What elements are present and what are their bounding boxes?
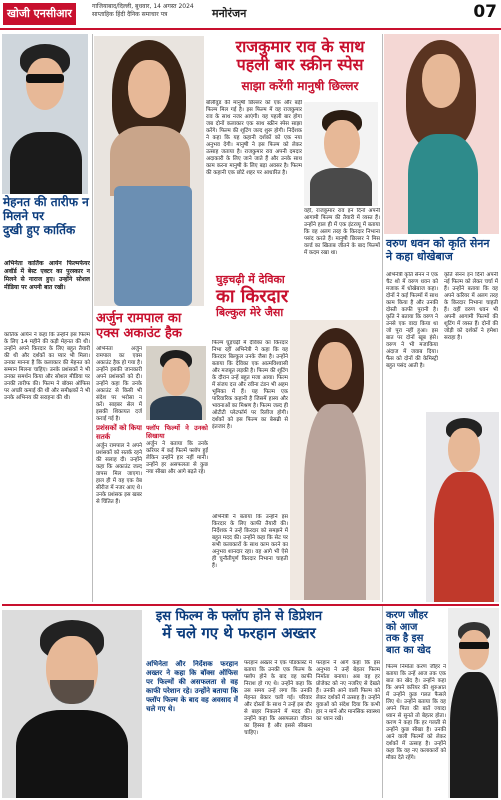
sunglasses-icon bbox=[26, 74, 64, 83]
rajkummar-headline-line2: पहली बार स्क्रीन स्पेस bbox=[236, 55, 364, 75]
rajkummar-face-shape bbox=[324, 120, 360, 168]
arjun-subhead: प्रशंसकों को किया सतर्क bbox=[96, 424, 142, 441]
rajkummar-body-text: बॉलीवुड की मानुषी छिल्लर को एक और बड़ी फिल्म मिल गई है। इस फिल्म में वह राजकुमार राव के साथ नजर आएंगी। यह पहली बार होगा जब दोनों कलाकार एक साथ स्क्रीन स्पेस साझा करेंगे। फिल्म की शूटिंग जल्द शुरू होगी। निर्देशक ने कहा कि यह कहानी दर्शकों को एक नया अनुभव देगी। मानुषी ने इस फिल्म को लेकर उत्साह जताया है। राजकुमार राव अपनी दमदार अदाकारी के लिए जाने जाते हैं और उनके साथ काम करना मानुषी के लिए बड़ा अवसर है। फिल्म की कहानी एक छोटे शहर पर आधारित है। bbox=[206, 100, 302, 176]
devika-headline-line3: बिल्कुल मेरे जैसा bbox=[216, 306, 284, 320]
karan-body-text: फिल्म निर्माता करण जौहर ने बताया कि उन्हें आज तक एक बात का खेद है। उन्होंने कहा कि अपने करियर की शुरुआत में उन्होंने कुछ गलत फैसले लिए थे। उन्होंने बताया कि वह अपने पिता की बातें ज्यादा ध्यान से सुनते तो बेहतर होता। करण ने कहा कि हर गलती से उन्होंने कुछ सीखा है। उनकी आने वाली फिल्मों को लेकर दर्शकों में उत्साह है। उन्होंने कहा कि वह नए कलाकारों को मौका देते रहेंगे। bbox=[386, 664, 446, 761]
rajkummar-headline-line1: राजकुमार राव के साथ bbox=[235, 37, 365, 56]
kartik-headline-prefix: दुखी bbox=[3, 222, 23, 237]
devika-photo bbox=[290, 320, 380, 600]
farhan-lede bbox=[146, 660, 238, 740]
kartik-face-shape bbox=[26, 58, 64, 110]
karan-jacket-shape bbox=[450, 672, 498, 798]
manushi-face-shape bbox=[128, 60, 170, 118]
rajkummar-headline bbox=[200, 38, 400, 75]
devika-body bbox=[212, 340, 288, 510]
kriti-face-shape bbox=[422, 54, 460, 108]
varun-face-shape bbox=[448, 428, 480, 472]
arjun-body-2-text: अर्जुन रामपाल ने अपने प्रशंसकों को सतर्क रहने की सलाह दी। उन्होंने कहा कि अकाउंट जल्द वापस मिल जाएगा। हाल ही में वह एक वेब सीरीज में नजर आए थे। उनके प्रशंसक इस खबर से चिंतित हैं। bbox=[96, 443, 142, 505]
kartik-headline bbox=[3, 196, 89, 237]
page-header bbox=[0, 0, 501, 30]
arjun-face-shape bbox=[162, 358, 190, 396]
rajkummar-shirt-shape bbox=[310, 168, 372, 206]
farhan-lede-text: अभिनेता और निर्देशक फरहान अख्तर ने कहा कि बॉक्स ऑफिस पर फिल्मों की असफलता से वह काफी परेशान रहे। उन्होंने बताया कि फ्लॉप फिल्म के बाद वह अवसाद में चले गए थे। bbox=[146, 660, 238, 713]
kartik-body-text: कार्तिक आर्यन ने कहा कि उन्होंने इस फिल्म के लिए 14 महीने की कड़ी मेहनत की थी। उन्होंने अपने किरदार के लिए बहुत तैयारी की थी और दर्शकों का प्यार भी मिला। उनका मानना है कि कलाकार की मेहनत को सम्मान मिलना चाहिए। उनके प्रशंसकों ने भी उनका समर्थन किया और सोशल मीडिया पर उनकी तारीफ की। फिल्म ने बॉक्स ऑफिस पर अच्छी कमाई की थी और समीक्षकों ने भी उनके अभिनय की सराहना की थी। bbox=[4, 332, 90, 401]
kartik-headline-line1: मेहनत की तारीफ न मिलने पर bbox=[3, 195, 89, 223]
column-divider-1 bbox=[92, 34, 93, 602]
arjun-body-3 bbox=[146, 424, 208, 508]
column-divider-3 bbox=[382, 606, 383, 798]
karan-headline-line2: को आज bbox=[386, 621, 418, 633]
kartik-lede bbox=[4, 260, 90, 330]
karan-face-shape bbox=[459, 630, 489, 670]
kriti-dress-shape bbox=[408, 134, 478, 234]
rajkummar-body-2-text: वहीं, राजकुमार राव इन दिनों अपनी आगामी फिल्म की तैयारी में व्यस्त हैं। उन्होंने हाल ही में एक इंटरव्यू में बताया कि वह अलग तरह के किरदार निभाना पसंद करते हैं। मानुषी छिल्लर ने मिस वर्ल्ड का खिताब जीतने के बाद फिल्मों में कदम रखा था। bbox=[304, 208, 380, 256]
kartik-photo bbox=[2, 34, 88, 194]
page-number: 07 bbox=[473, 2, 497, 22]
rajkummar-body bbox=[206, 100, 302, 260]
farhan-body bbox=[244, 660, 312, 796]
kartik-headline-line2 bbox=[3, 224, 89, 238]
arjun-body-text: अभिनेता अर्जुन रामपाल का एक्स अकाउंट हैक हो गया है। उन्होंने इसकी जानकारी अपने प्रशंसकों को दी। उन्होंने कहा कि उनके अकाउंट से किसी भी संदेश पर भरोसा न करें। साइबर सेल में इसकी शिकायत दर्ज कराई गई है। bbox=[96, 346, 142, 422]
kartik-headline-suffix: हुए कार्तिक bbox=[26, 222, 76, 237]
farhan-photo bbox=[2, 610, 142, 798]
devika-body-2 bbox=[212, 514, 288, 602]
glasses-icon bbox=[459, 642, 489, 649]
arjun-headline-line1: अर्जुन रामपाल का bbox=[96, 311, 182, 326]
rajkummar-headline-sub: साझा करेंगी मानुषी छिल्लर bbox=[241, 79, 359, 93]
karan-photo bbox=[448, 608, 499, 798]
karan-body bbox=[386, 664, 446, 798]
karan-headline-line1: करण जौहर bbox=[386, 610, 428, 621]
farhan-body-2 bbox=[316, 660, 380, 796]
devika-body-2-text: अभिनेत्री ने बताया कि उन्होंने इस किरदार के लिए काफी तैयारी की। निर्देशक ने उन्हें किरदार को समझने में बहुत मदद की। उन्होंने कहा कि सेट पर सभी कलाकारों के साथ काम करने का अनुभव शानदार रहा। वह आगे भी ऐसे ही चुनौतीपूर्ण किरदार निभाना चाहती हैं। bbox=[212, 514, 288, 569]
devika-face-shape bbox=[318, 342, 352, 390]
section-title: मनोरंजन bbox=[212, 7, 247, 20]
kriti-photo bbox=[384, 34, 499, 234]
dateline-sub: साप्ताहिक हिंदी दैनिक समाचार पत्र bbox=[92, 11, 168, 18]
farhan-headline-line2: में चले गए थे फरहान अख्तर bbox=[162, 623, 316, 642]
devika-headline bbox=[216, 274, 326, 320]
newspaper-brand: खोजी एनसीआर bbox=[3, 3, 76, 25]
varun-shirt-shape bbox=[434, 472, 494, 602]
varun-body-text: अभिनेत्री कृति सेनन ने एक चैट शो में वरुण धवन को मजाक में धोखेबाज कहा। दोनों ने कई फिल्मों में साथ काम किया है और उनकी दोस्ती काफी पुरानी है। कृति ने बताया कि वरुण ने उनसे एक वादा किया था जो पूरा नहीं हुआ। इस बात पर दोनों खूब हंसे। वरुण ने भी मजाकिया अंदाज में जवाब दिया। फैंस को दोनों की केमिस्ट्री बहुत पसंद आती है। bbox=[386, 272, 438, 369]
arjun-shirt-shape bbox=[150, 396, 202, 420]
kartik-lede-text: अभिनेता कार्तिक आर्यन फिल्मफेयर अवॉर्ड में बेस्ट एक्टर का पुरस्कार न मिलने से नाराज हुए। उन्होंने सोशल मीडिया पर अपनी बात रखी। bbox=[4, 260, 90, 291]
kartik-jacket-shape bbox=[10, 132, 82, 194]
karan-headline-line4: बात का खेद bbox=[386, 644, 431, 656]
varun-photo bbox=[426, 412, 499, 602]
arjun-headline bbox=[96, 312, 206, 342]
farhan-body-text: फरहान अख्तर ने एक पॉडकास्ट में बताया कि उनकी एक फिल्म के फ्लॉप होने के बाद वह काफी निराश हो गए थे। उन्होंने कहा कि उस समय उन्हें लगा कि उनकी मेहनत बेकार चली गई। परिवार और दोस्तों के साथ ने उन्हें इस दौर से बाहर निकलने में मदद की। उन्होंने कहा कि असफलता जीवन का हिस्सा है और इससे सीखना चाहिए। bbox=[244, 660, 312, 736]
devika-headline-line2: का किरदार bbox=[216, 285, 289, 307]
manushi-photo bbox=[94, 36, 204, 306]
varun-body-2 bbox=[444, 272, 498, 412]
dateline bbox=[92, 3, 194, 19]
section-divider bbox=[2, 604, 499, 606]
arjun-headline-line2: एक्स अकाउंट हैक bbox=[96, 325, 182, 341]
farhan-beard-shape bbox=[50, 680, 94, 704]
varun-body-2-text: कृति सेनन इन दिनों अपनी नई फिल्म को लेकर चर्चा में हैं। उन्होंने बताया कि वह अपने करियर में अलग तरह के किरदार निभाना चाहती हैं। वहीं वरुण धवन भी अपनी आगामी फिल्मों की शूटिंग में व्यस्त हैं। दोनों की जोड़ी को दर्शकों ने हमेशा सराहा है। bbox=[444, 272, 498, 341]
arjun-body-3-text: अर्जुन ने बताया कि उनके करियर में कई फिल्में फ्लॉप हुईं लेकिन उन्होंने हार नहीं मानी। उन्होंने हर असफलता से कुछ नया सीखा और आगे बढ़ते रहे। bbox=[146, 441, 208, 475]
rajkummar-photo bbox=[304, 102, 378, 206]
farhan-headline-line1: इस फिल्म के फ्लॉप होने से डिप्रेशन bbox=[155, 609, 323, 624]
varun-headline: वरुण धवन को कृति सेनन ने कहा धोखेबाज bbox=[386, 237, 490, 263]
arjun-subhead-2: फ्लॉप फिल्मों ने उनको सिखाया bbox=[146, 424, 208, 440]
arjun-photo bbox=[146, 346, 206, 420]
devika-dress-shape bbox=[304, 404, 366, 600]
column-divider-2 bbox=[382, 34, 383, 602]
arjun-body bbox=[96, 346, 142, 506]
devika-body-text: फिल्म घुड़चढ़ी में देविका का किरदार निभा रहीं अभिनेत्री ने कहा कि यह किरदार बिल्कुल उनके जैसा है। उन्होंने बताया कि देविका एक आत्मविश्वासी और मजबूत लड़की है। फिल्म की शूटिंग के दौरान उन्हें बहुत मजा आया। फिल्म में संजय दत्त और रवीना टंडन भी अहम भूमिका में हैं। यह फिल्म एक पारिवारिक कहानी है जिसमें हास्य और भावनाओं का मिश्रण है। फिल्म जल्द ही ओटीटी प्लेटफॉर्म पर रिलीज होगी। दर्शकों को इस फिल्म का बेसब्री से इंतजार है। bbox=[212, 340, 288, 430]
karan-headline bbox=[386, 610, 448, 656]
rajkummar-body-2 bbox=[304, 208, 380, 268]
farhan-body-2-text: फरहान ने आगे कहा कि इस अनुभव ने उन्हें बेहतर फिल्म निर्माता बनाया। अब वह हर प्रोजेक्ट को नए नजरिए से देखते हैं। उनकी आने वाली फिल्म को लेकर दर्शकों में उत्साह है। उन्होंने युवाओं को संदेश दिया कि कभी हार न मानें और मानसिक स्वास्थ्य का ध्यान रखें। bbox=[316, 660, 380, 722]
dateline-date: गाजियाबाद/दिल्ली, बुधवार, 14 अगस्त 2024 bbox=[92, 3, 194, 10]
manushi-denim-shape bbox=[114, 186, 192, 306]
kartik-body bbox=[4, 332, 90, 564]
devika-headline-line1: घुड़चढ़ी में देविका bbox=[216, 273, 285, 286]
karan-headline-line3: तक है इस bbox=[386, 633, 424, 644]
farhan-jacket-shape bbox=[16, 710, 128, 798]
